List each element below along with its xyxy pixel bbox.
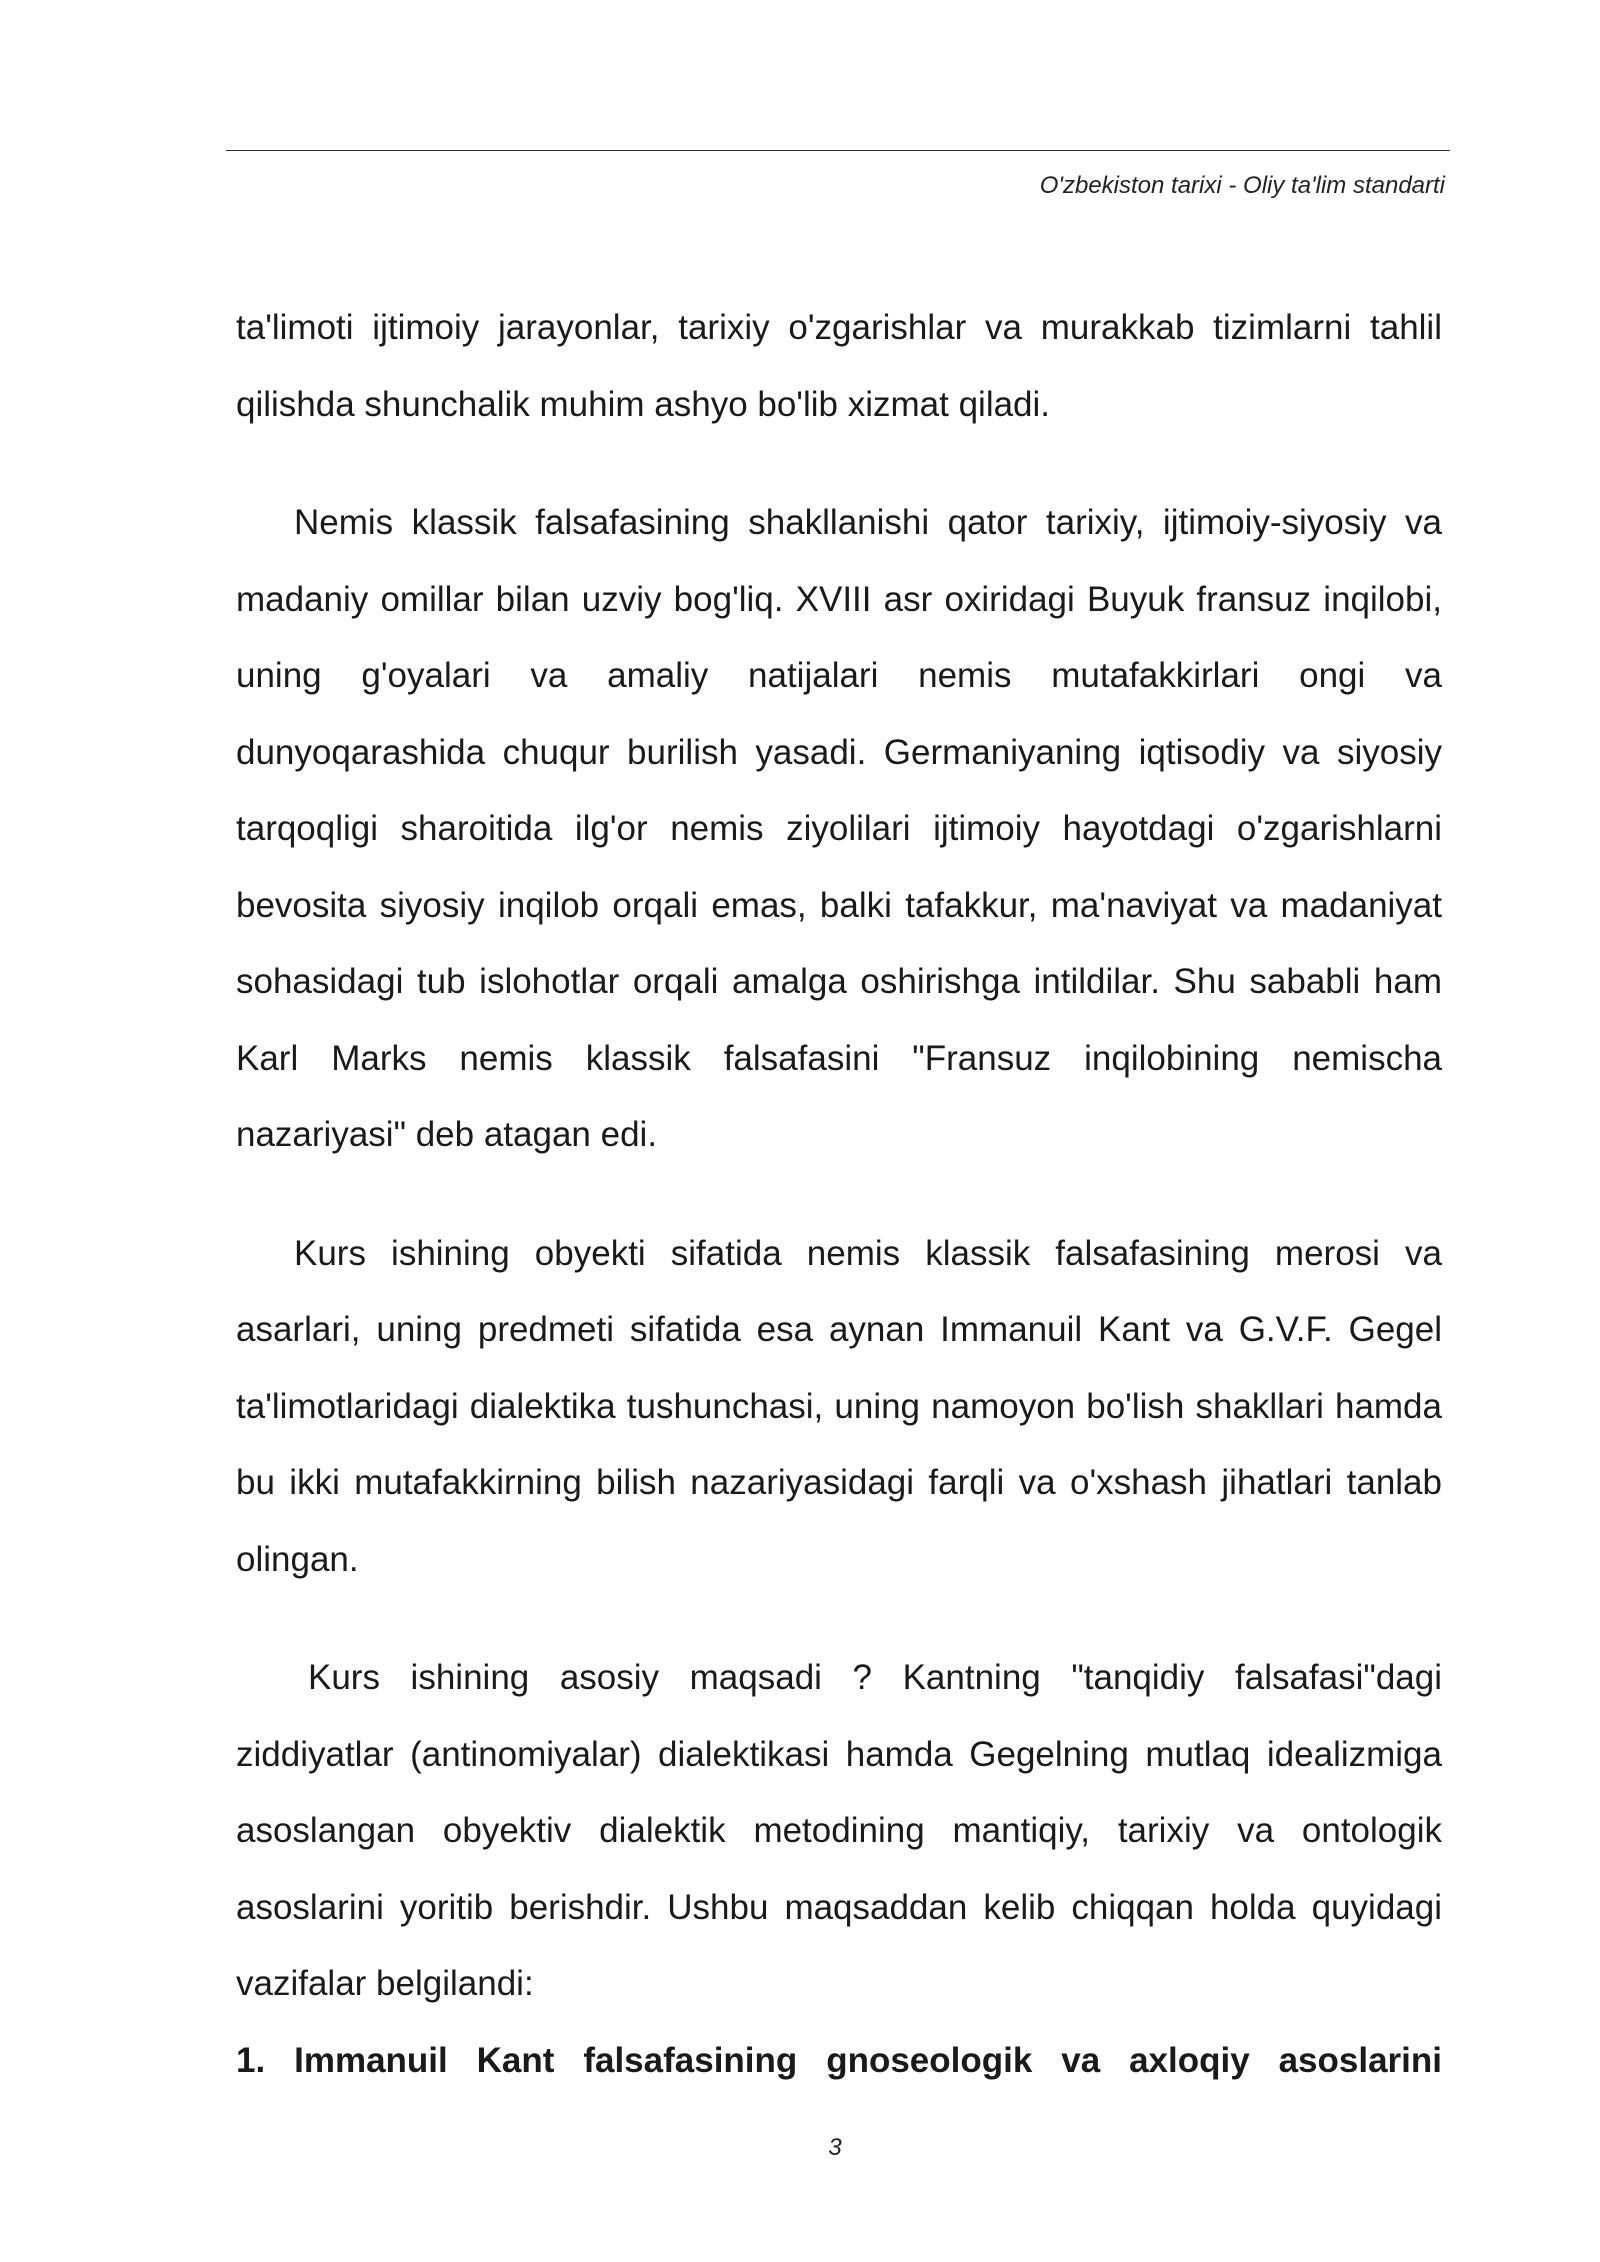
page-body xyxy=(236,290,1442,2099)
page-number: 3 xyxy=(828,2134,842,2161)
task-list-item: 1. Immanuil Kant falsafasining gnoseologik va axloqiy asoslarini xyxy=(236,2040,1442,2080)
paragraph-continuation: ta'limoti ijtimoiy jarayonlar, tarixiy o'zgarishlar va murakkab tizimlarni tahlil qilishda shunchalik muhim ashyo bo'lib xizmat qiladi. xyxy=(236,308,1442,424)
running-header: O'zbekiston tarixi - Oliy ta'lim standarti xyxy=(1039,172,1445,199)
paragraph-german-philosophy: Nemis klassik falsafasining shakllanishi qator tarixiy, ijtimoiy-siyosiy va madaniy omillar bilan uzviy bog'liq. XVIII asr oxiridagi Buyuk fransuz inqilobi, uning g'oyalari va amaliy natijalari nemis mutafakkirlari ongi va dunyoqarashida chuqur burilish yasadi. Germaniyaning iqtisodiy va siyosiy tarqoqligi sharoitida ilg'or nemis ziyolilari ijtimoiy hayotdagi o'zgarishlarni bevosita siyosiy inqilob orqali emas, balki tafakkur, ma'naviyat va madaniyat sohasidagi tub islohotlar orqali amalga oshirishga intildilar. Shu sababli ham Karl Marks nemis klassik falsafasini "Fransuz inqilobining nemischa nazariyasi" deb atagan edi. xyxy=(236,503,1442,1154)
paragraph-object-subject: Kurs ishining obyekti sifatida nemis klassik falsafasining merosi va asarlari, uning predmeti sifatida esa aynan Immanuil Kant va G.V.F. Gegel ta'limotlaridagi dialektika tushunchasi, uning namoyon bo'lish shakllari hamda bu ikki mutafakkirning bilish nazariyasidagi farqli va o'xshash jihatlari tanlab olingan. xyxy=(236,1233,1442,1579)
header-rule xyxy=(226,150,1450,151)
paragraph-main-goal: Kurs ishining asosiy maqsadi ? Kantning "tanqidiy falsafasi"dagi ziddiyatlar (antinomiyalar) dialektikasi hamda Gegelning mutlaq idealizmiga asoslangan obyektiv dialektik metodining mantiqiy, tarixiy va ontologik asoslarini yoritib berishdir. Ushbu maqsaddan kelib chiqqan holda quyidagi vazifalar belgilandi: xyxy=(236,1658,1442,2003)
